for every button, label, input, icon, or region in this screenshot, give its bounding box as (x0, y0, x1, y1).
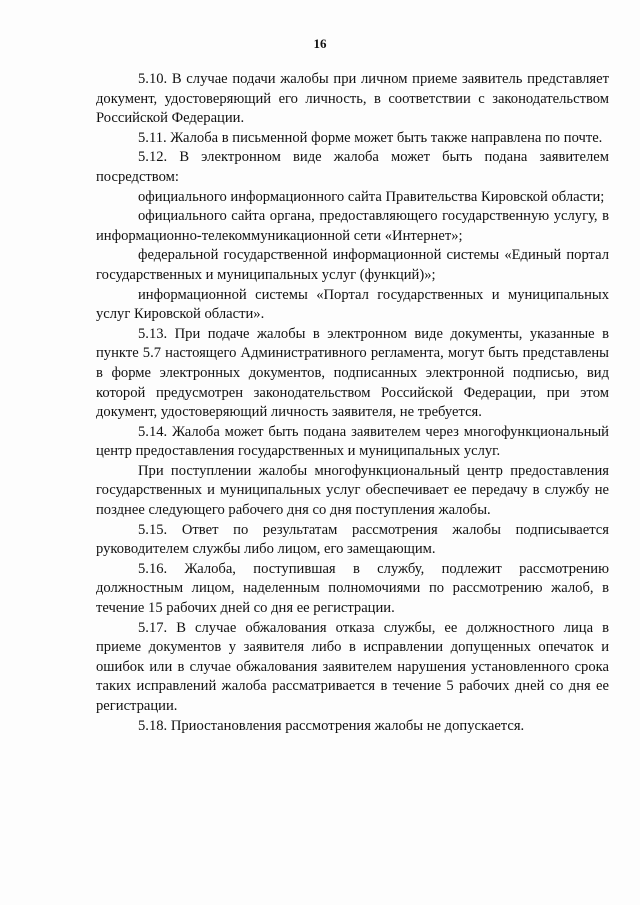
paragraph-5-17: 5.17. В случае обжалования отказа службы, ее должностного лица в приеме документов у заявителя либо в исправлении допущенных опечаток и ошибок или в случае обжалования заявителем нарушения установленного срока таких исправлений жалоба рассматривается в течение 5 рабочих дней со дня ее регистрации. (96, 619, 609, 714)
paragraph-5-12: 5.12. В электронном виде жалоба может быть подана заявителем посредством: (96, 149, 609, 185)
paragraph-5-11: 5.11. Жалоба в письменной форме может быть также направлена по почте. (138, 129, 603, 146)
paragraph-5-15: 5.15. Ответ по результатам рассмотрения жалобы подписывается руководителем службы либо лицом, его замещающим. (96, 521, 609, 558)
document-body (96, 70, 609, 736)
page-number: 16 (313, 36, 327, 51)
paragraph-5-13: 5.13. При подаче жалобы в электронном виде документы, указанные в пункте 5.7 настоящего Административного регламента, могут быть представлены в форме электронных документов, подписанных электронной подписью, вид которой предусмотрен законодательством Российской Федерации, при этом документ, удостоверяющий личность заявителя, не требуется. (96, 325, 609, 421)
paragraph-5-10: 5.10. В случае подачи жалобы при личном приеме заявитель представляет документ, удостоверяющий его личность, в соответствии с законодательством Российской Федерации. (96, 71, 609, 127)
paragraph-5-14: 5.14. Жалоба может быть подана заявителем через многофункциональный центр предоставления государственных и муниципальных услуг. (96, 423, 609, 460)
paragraph-5-18: 5.18. Приостановления рассмотрения жалобы не допускается. (138, 717, 525, 734)
list-item-federal-portal: федеральной государственной информационной системы «Единый портал государственных и муниципальных услуг (функций)»; (96, 247, 609, 283)
list-item-gov-site: официального информационного сайта Правительства Кировской области; (138, 188, 605, 205)
list-item-agency-site: официального сайта органа, предоставляющего государственную услугу, в информационно-телекоммуникационной сети «Интернет»; (96, 208, 609, 244)
paragraph-5-16: 5.16. Жалоба, поступившая в службу, подлежит рассмотрению должностным лицом, наделенным полномочиями по рассмотрению жалоб, в течение 15 рабочих дней со дня ее регистрации. (96, 560, 609, 617)
list-item-regional-portal: информационной системы «Портал государственных и муниципальных услуг Кировской области». (96, 286, 609, 323)
paragraph-5-14-continued: При поступлении жалобы многофункциональный центр предоставления государственных и муниципальных услуг обеспечивает ее передачу в службу не позднее следующего рабочего дня со дня поступления жалобы. (96, 462, 609, 519)
